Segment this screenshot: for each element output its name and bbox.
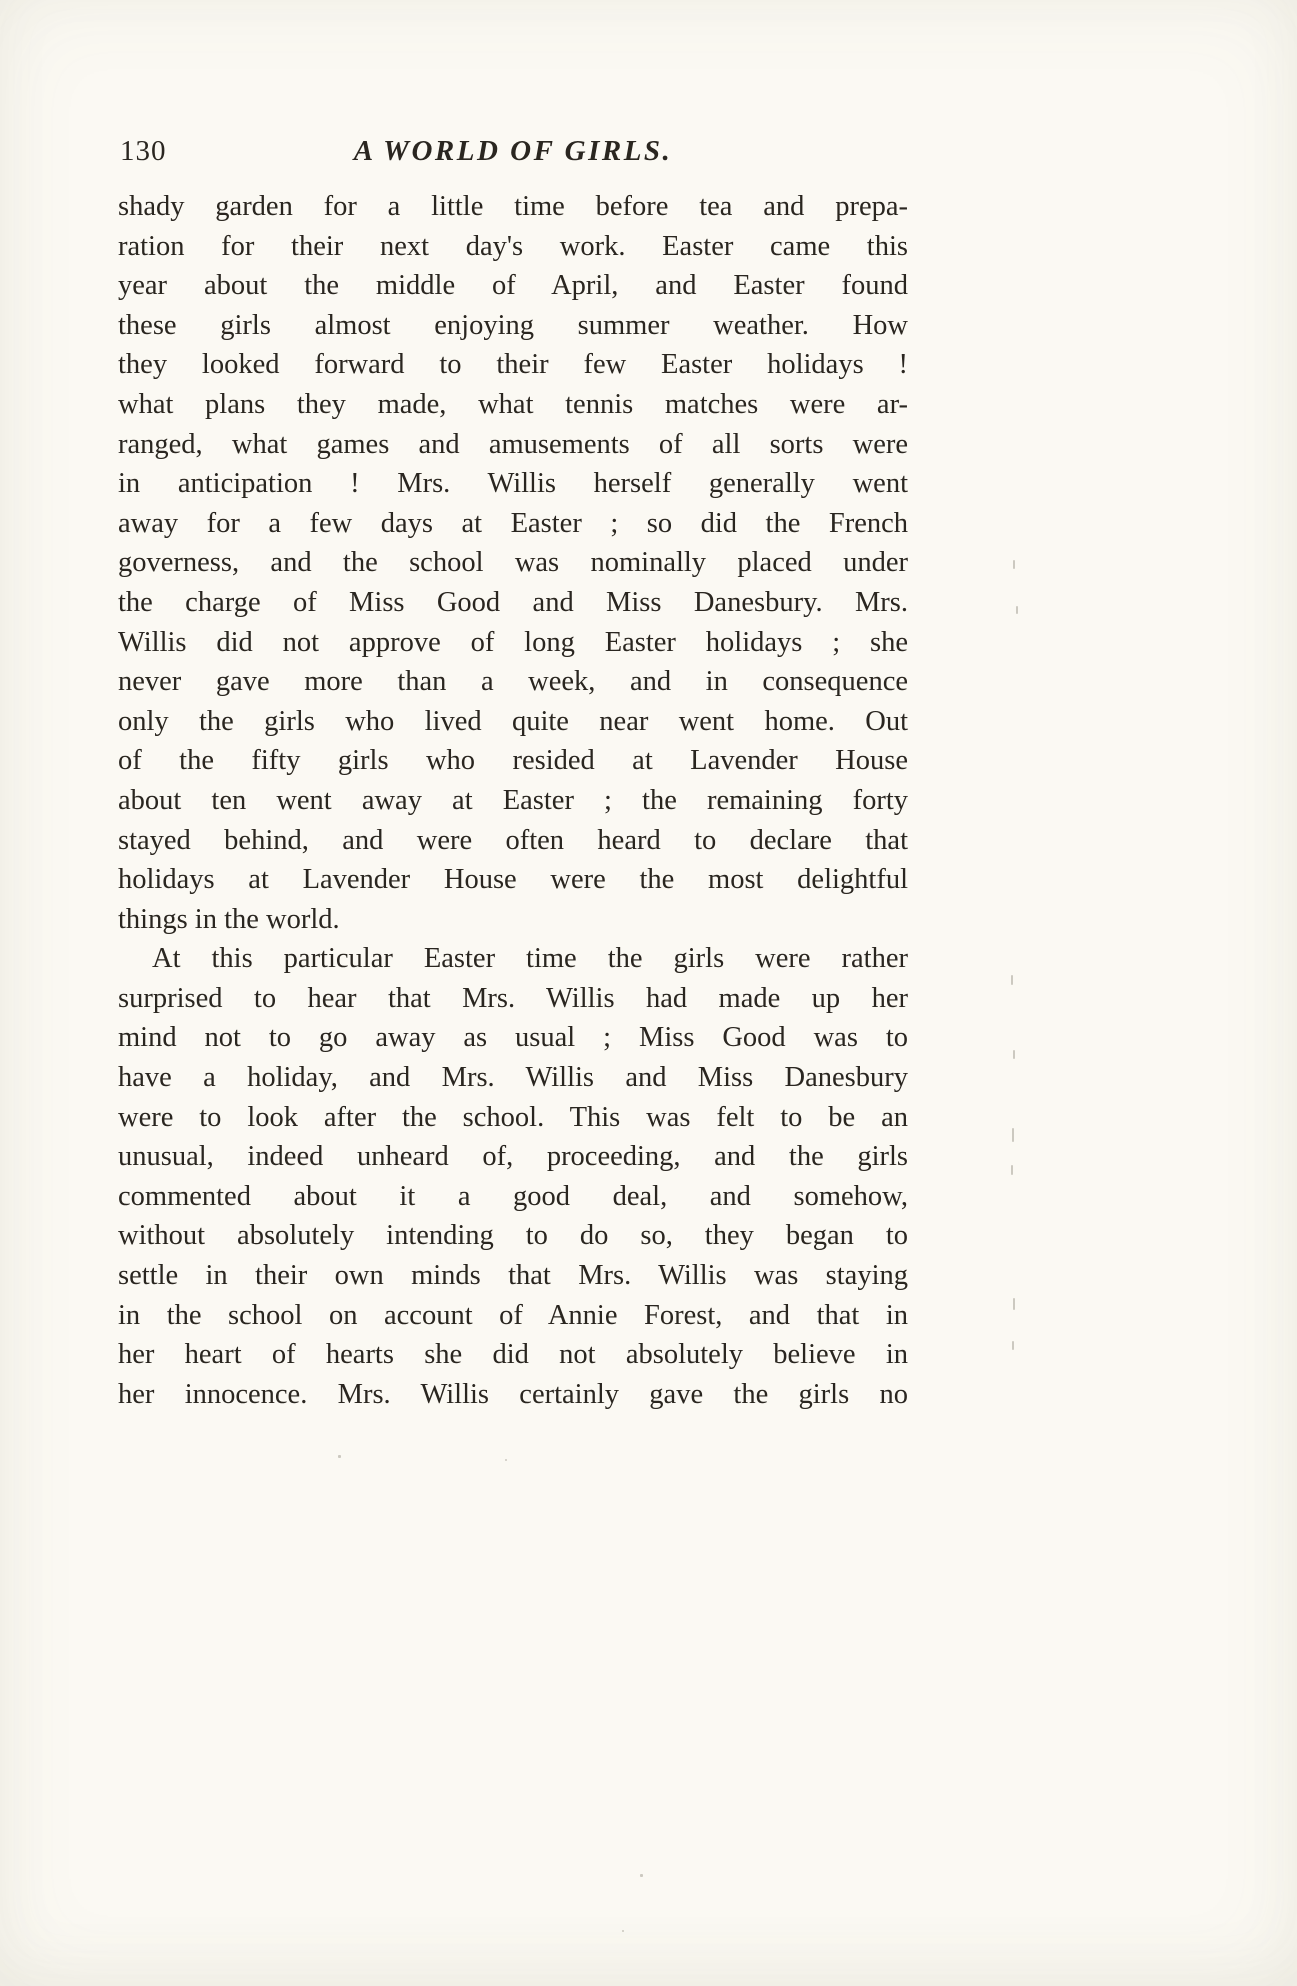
running-header-title: A WORLD OF GIRLS. <box>353 135 673 167</box>
body-line: have a holiday, and Mrs. Willis and Miss Danesbury <box>118 1062 908 1094</box>
body-line: settle in their own minds that Mrs. Willis was staying <box>118 1260 908 1292</box>
body-line: mind not to go away as usual ; Miss Good was to <box>118 1022 908 1054</box>
scan-artifact <box>1012 1341 1014 1350</box>
body-line: Willis did not approve of long Easter holidays ; she <box>118 626 908 658</box>
body-line: about ten went away at Easter ; the remaining forty <box>118 784 908 816</box>
body-line: never gave more than a week, and in consequence <box>118 666 908 698</box>
body-line: away for a few days at Easter ; so did the French <box>118 507 908 539</box>
page-number: 130 <box>120 135 167 167</box>
body-line: they looked forward to their few Easter holidays ! <box>118 349 908 381</box>
body-line: without absolutely intending to do so, they began to <box>118 1220 908 1252</box>
body-line: stayed behind, and were often heard to declare that <box>118 824 908 856</box>
body-line: unusual, indeed unheard of, proceeding, and the girls <box>118 1141 908 1173</box>
scan-artifact <box>1013 1298 1015 1310</box>
body-line: were to look after the school. This was felt to be an <box>118 1101 908 1133</box>
scan-artifact <box>1013 1050 1015 1059</box>
body-line: At this particular Easter time the girls were rather <box>152 943 908 975</box>
body-line: in anticipation ! Mrs. Willis herself generally went <box>118 468 908 500</box>
body-line: in the school on account of Annie Forest, and that in <box>118 1299 908 1331</box>
scan-artifact <box>1016 606 1018 614</box>
scan-artifact <box>622 1930 624 1932</box>
body-line: ranged, what games and amusements of all sorts were <box>118 428 908 460</box>
body-line: things in the world. <box>118 903 340 935</box>
page-header <box>118 131 908 171</box>
scan-artifact <box>1012 1128 1014 1142</box>
body-text <box>118 187 908 1414</box>
paragraph <box>118 187 908 939</box>
body-line: only the girls who lived quite near went home. Out <box>118 705 908 737</box>
body-line: these girls almost enjoying summer weather. How <box>118 309 908 341</box>
body-line: what plans they made, what tennis matches were ar- <box>118 388 908 420</box>
body-line: commented about it a good deal, and somehow, <box>118 1180 908 1212</box>
body-line: governess, and the school was nominally placed under <box>118 547 908 579</box>
scan-artifact <box>1011 975 1013 985</box>
body-line: holidays at Lavender House were the most delightful <box>118 864 908 896</box>
scan-artifact <box>640 1874 643 1877</box>
paragraph <box>118 939 908 1414</box>
body-line: her innocence. Mrs. Willis certainly gave the girls no <box>118 1378 908 1410</box>
text-block <box>118 131 908 1414</box>
body-line: year about the middle of April, and Easter found <box>118 270 908 302</box>
scan-artifact <box>1011 1165 1013 1175</box>
body-line: surprised to hear that Mrs. Willis had made up her <box>118 982 908 1014</box>
body-line: shady garden for a little time before tea and prepa- <box>118 191 908 222</box>
body-line: the charge of Miss Good and Miss Danesbury. Mrs. <box>118 586 908 618</box>
scan-artifact <box>505 1459 507 1461</box>
body-line: her heart of hearts she did not absolutely believe in <box>118 1339 908 1371</box>
body-line: ration for their next day's work. Easter came this <box>118 230 908 262</box>
scan-artifact <box>1013 560 1015 569</box>
body-line: of the fifty girls who resided at Lavender House <box>118 745 908 777</box>
scan-artifact <box>338 1455 341 1458</box>
